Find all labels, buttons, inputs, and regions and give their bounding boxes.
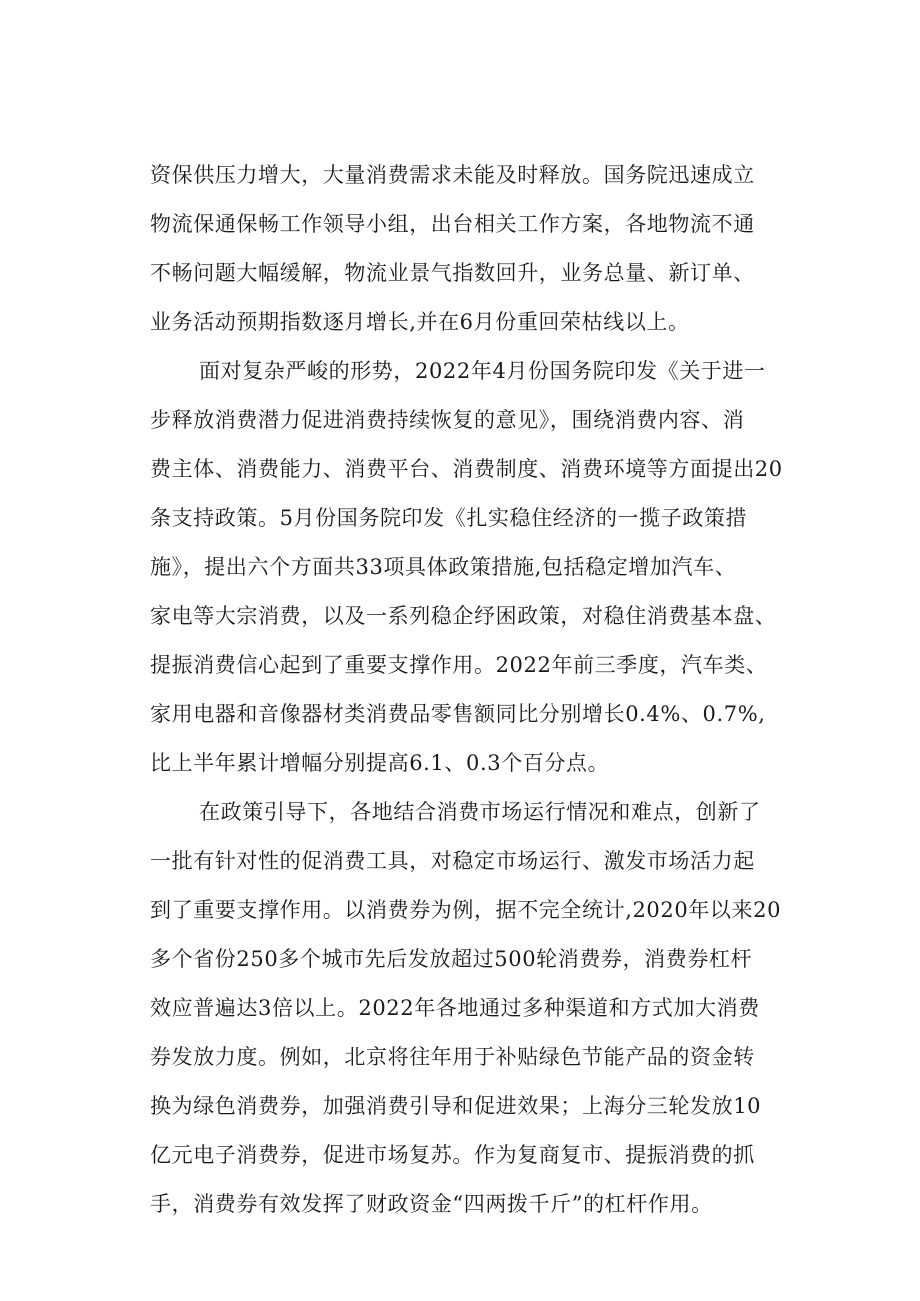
paragraph-1-line-3: 不畅问题大幅缓解，物流业景气指数回升，业务总量、新订单、 (150, 261, 755, 285)
paragraph-2-line-7: 提振消费信心起到了重要支撑作用。2022年前三季度，汽车类、 (150, 653, 768, 677)
paragraph-2-line-5: 施》，提出六个方面共33项具体政策措施,包括稳定增加汽车、 (150, 555, 737, 579)
paragraph-1-line-2: 物流保通保畅工作领导小组，出台相关工作方案，各地物流不通 (150, 212, 755, 236)
paragraph-2-line-3: 费主体、消费能力、消费平台、消费制度、消费环境等方面提出20 (150, 457, 783, 481)
paragraph-3-line-6: 券发放力度。例如，北京将往年用于补贴绿色节能产品的资金转 (150, 1045, 755, 1069)
paragraph-3-line-9: 手，消费券有效发挥了财政资金“四两拨千斤”的杠杆作用。 (150, 1192, 713, 1216)
paragraph-3-line-8: 亿元电子消费券，促进市场复苏。作为复商复市、提振消费的抓 (150, 1143, 755, 1167)
paragraph-3-line-4: 多个省份250多个城市先后发放超过500轮消费券，消费券杠杆 (150, 947, 753, 971)
paragraph-2-line-2: 步释放消费潜力促进消费持续恢复的意见》，围绕消费内容、消 (150, 408, 745, 432)
paragraph-3-line-7: 换为绿色消费券，加强消费引导和促进效果；上海分三轮发放10 (150, 1094, 762, 1118)
paragraph-3-line-3: 到了重要支撑作用。以消费券为例，据不完全统计,2020年以来20 (150, 898, 782, 922)
paragraph-3-line-1: 在政策引导下，各地结合消费市场运行情况和难点，创新了 (199, 800, 761, 824)
paragraph-1-line-1: 资保供压力增大，大量消费需求未能及时释放。国务院迅速成立 (150, 163, 755, 187)
paragraph-2-line-8: 家用电器和音像器材类消费品零售额同比分别增长0.4%、0.7%, (150, 702, 766, 726)
paragraph-2-line-6: 家电等大宗消费，以及一系列稳企纾困政策，对稳住消费基本盘、 (150, 604, 777, 628)
paragraph-3-line-5: 效应普遍达3倍以上。2022年各地通过多种渠道和方式加大消费 (150, 996, 760, 1020)
paragraph-1-line-4: 业务活动预期指数逐月增长,并在6月份重回荣枯线以上。 (150, 310, 690, 334)
paragraph-2-line-1: 面对复杂严峻的形势，2022年4月份国务院印发《关于进一 (199, 359, 766, 383)
paragraph-2-line-9: 比上半年累计增幅分别提高6.1、0.3个百分点。 (150, 751, 610, 775)
paragraph-3-line-2: 一批有针对性的促消费工具，对稳定市场运行、激发市场活力起 (150, 849, 755, 873)
paragraph-2-line-4: 条支持政策。5月份国务院印发《扎实稳住经济的一揽子政策措 (150, 506, 748, 530)
